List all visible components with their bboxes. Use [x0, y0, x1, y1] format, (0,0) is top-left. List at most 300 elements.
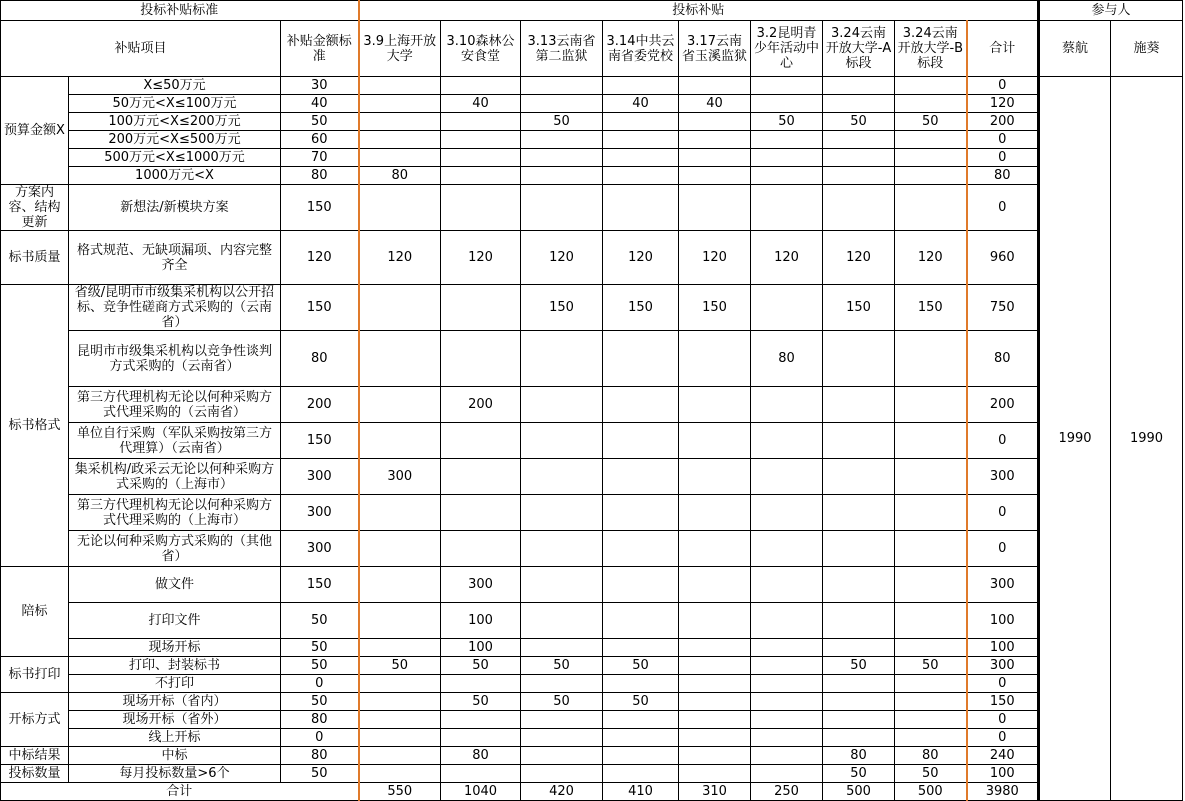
standard-cell: 0 [281, 675, 359, 693]
value-cell [521, 459, 603, 495]
footer-row [1, 783, 1183, 801]
category-cell: 标书打印 [1, 657, 69, 693]
value-cell [679, 729, 751, 747]
value-cell [679, 387, 751, 423]
value-cell [751, 423, 823, 459]
value-cell: 50 [895, 657, 967, 675]
value-cell: 40 [603, 95, 679, 113]
table-row [1, 285, 1183, 331]
value-cell: 80 [895, 747, 967, 765]
value-cell [895, 149, 967, 167]
value-cell [603, 113, 679, 131]
total-cell: 240 [967, 747, 1039, 765]
value-cell: 120 [441, 231, 521, 285]
category-cell: 陪标 [1, 567, 69, 657]
value-cell: 100 [441, 639, 521, 657]
table-row [1, 675, 1183, 693]
value-cell [823, 331, 895, 387]
value-cell [895, 95, 967, 113]
value-cell [823, 495, 895, 531]
total-cell: 200 [967, 387, 1039, 423]
value-cell [895, 185, 967, 231]
standard-cell: 50 [281, 765, 359, 783]
value-cell [895, 729, 967, 747]
value-cell [679, 167, 751, 185]
value-cell [751, 285, 823, 331]
standard-cell: 50 [281, 639, 359, 657]
value-cell [895, 77, 967, 95]
total-cell: 0 [967, 729, 1039, 747]
value-cell [521, 167, 603, 185]
item-cell: 中标 [69, 747, 281, 765]
standard-cell: 0 [281, 729, 359, 747]
value-cell: 50 [603, 693, 679, 711]
table-row [1, 495, 1183, 531]
value-cell [603, 131, 679, 149]
value-cell [751, 387, 823, 423]
total-cell: 300 [967, 459, 1039, 495]
table-row [1, 77, 1183, 95]
value-cell [603, 531, 679, 567]
value-cell [359, 387, 441, 423]
item-cell: 不打印 [69, 675, 281, 693]
value-cell: 100 [441, 603, 521, 639]
item-cell: 打印文件 [69, 603, 281, 639]
item-cell: 单位自行采购（军队采购按第三方代理算）（云南省） [69, 423, 281, 459]
value-cell [359, 185, 441, 231]
total-cell: 300 [967, 657, 1039, 675]
value-cell [359, 567, 441, 603]
footer-value: 500 [823, 783, 895, 801]
total-cell: 80 [967, 331, 1039, 387]
value-cell [895, 131, 967, 149]
value-cell: 150 [895, 285, 967, 331]
header-participant: 施葵 [1111, 21, 1183, 77]
header-item: 补贴项目 [1, 21, 281, 77]
value-cell [603, 423, 679, 459]
header-project: 3.13云南省第二监狱 [521, 21, 603, 77]
value-cell [441, 331, 521, 387]
value-cell [603, 331, 679, 387]
value-cell [895, 603, 967, 639]
value-cell [359, 765, 441, 783]
value-cell [521, 729, 603, 747]
total-cell: 0 [967, 423, 1039, 459]
standard-cell: 300 [281, 459, 359, 495]
total-cell: 0 [967, 131, 1039, 149]
total-cell: 120 [967, 95, 1039, 113]
header-group-subsidy: 投标补贴 [359, 1, 1039, 21]
table-row [1, 693, 1183, 711]
value-cell: 80 [359, 167, 441, 185]
value-cell [441, 149, 521, 167]
table-row [1, 149, 1183, 167]
value-cell [359, 423, 441, 459]
value-cell [823, 675, 895, 693]
table-row [1, 639, 1183, 657]
table-row [1, 747, 1183, 765]
value-cell: 40 [679, 95, 751, 113]
value-cell [751, 149, 823, 167]
item-cell: 现场开标（省内） [69, 693, 281, 711]
value-cell [521, 387, 603, 423]
table-row [1, 113, 1183, 131]
value-cell [603, 711, 679, 729]
value-cell [441, 711, 521, 729]
value-cell [751, 131, 823, 149]
value-cell [895, 423, 967, 459]
header-project: 3.17云南省玉溪监狱 [679, 21, 751, 77]
value-cell [751, 95, 823, 113]
table-row [1, 765, 1183, 783]
header-standard: 补贴金额标准 [281, 21, 359, 77]
table-row [1, 729, 1183, 747]
category-cell: 预算金额X [1, 77, 69, 185]
value-cell [441, 729, 521, 747]
value-cell: 80 [441, 747, 521, 765]
value-cell [895, 459, 967, 495]
value-cell [441, 167, 521, 185]
value-cell [823, 567, 895, 603]
item-cell: 新想法/新模块方案 [69, 185, 281, 231]
category-cell: 标书格式 [1, 285, 69, 567]
footer-value: 310 [679, 783, 751, 801]
value-cell [679, 567, 751, 603]
value-cell [895, 495, 967, 531]
footer-total: 3980 [967, 783, 1039, 801]
value-cell: 50 [521, 693, 603, 711]
value-cell [679, 639, 751, 657]
item-cell: 无论以何种采购方式采购的（其他省） [69, 531, 281, 567]
value-cell [823, 423, 895, 459]
header-group-standard: 投标补贴标准 [1, 1, 359, 21]
standard-cell: 120 [281, 231, 359, 285]
value-cell [603, 495, 679, 531]
item-cell: 省级/昆明市市级集采机构以公开招标、竞争性磋商方式采购的（云南省） [69, 285, 281, 331]
value-cell [679, 495, 751, 531]
value-cell [823, 729, 895, 747]
value-cell [823, 167, 895, 185]
value-cell [521, 675, 603, 693]
value-cell [679, 765, 751, 783]
table-row [1, 387, 1183, 423]
header-group-participants: 参与人 [1039, 1, 1183, 21]
item-cell: 线上开标 [69, 729, 281, 747]
value-cell [751, 657, 823, 675]
table-row [1, 531, 1183, 567]
total-cell: 750 [967, 285, 1039, 331]
value-cell: 50 [359, 657, 441, 675]
participant-total: 1990 [1111, 77, 1183, 801]
value-cell: 80 [823, 747, 895, 765]
value-cell: 300 [359, 459, 441, 495]
value-cell [679, 77, 751, 95]
standard-cell: 40 [281, 95, 359, 113]
value-cell [751, 495, 823, 531]
value-cell: 120 [521, 231, 603, 285]
value-cell [521, 567, 603, 603]
item-cell: 集采机构/政采云无论以何种采购方式采购的（上海市） [69, 459, 281, 495]
value-cell [521, 131, 603, 149]
category-cell: 中标结果 [1, 747, 69, 765]
value-cell [603, 167, 679, 185]
total-cell: 200 [967, 113, 1039, 131]
value-cell [823, 711, 895, 729]
value-cell [359, 675, 441, 693]
standard-cell: 50 [281, 657, 359, 675]
value-cell [679, 149, 751, 167]
value-cell [751, 185, 823, 231]
value-cell [441, 495, 521, 531]
value-cell: 50 [823, 113, 895, 131]
value-cell: 50 [823, 657, 895, 675]
total-cell: 0 [967, 77, 1039, 95]
header-project: 3.24云南开放大学-A标段 [823, 21, 895, 77]
value-cell [751, 747, 823, 765]
table-row [1, 423, 1183, 459]
value-cell [823, 693, 895, 711]
header-project: 3.9上海开放大学 [359, 21, 441, 77]
value-cell: 150 [823, 285, 895, 331]
standard-cell: 30 [281, 77, 359, 95]
value-cell [679, 331, 751, 387]
total-cell: 300 [967, 567, 1039, 603]
value-cell: 50 [603, 657, 679, 675]
total-cell: 0 [967, 495, 1039, 531]
total-cell: 0 [967, 675, 1039, 693]
standard-cell: 80 [281, 747, 359, 765]
value-cell [751, 693, 823, 711]
value-cell: 50 [521, 657, 603, 675]
standard-cell: 50 [281, 693, 359, 711]
value-cell [895, 693, 967, 711]
value-cell [521, 531, 603, 567]
header-participant: 蔡航 [1039, 21, 1111, 77]
value-cell [359, 531, 441, 567]
value-cell: 80 [751, 331, 823, 387]
standard-cell: 200 [281, 387, 359, 423]
total-cell: 150 [967, 693, 1039, 711]
value-cell [823, 185, 895, 231]
value-cell [751, 675, 823, 693]
category-cell: 标书质量 [1, 231, 69, 285]
value-cell: 50 [895, 113, 967, 131]
value-cell [359, 729, 441, 747]
table-row [1, 231, 1183, 285]
total-cell: 960 [967, 231, 1039, 285]
total-cell: 80 [967, 167, 1039, 185]
value-cell [603, 149, 679, 167]
item-cell: 格式规范、无缺项漏项、内容完整齐全 [69, 231, 281, 285]
item-cell: 200万元<X≤500万元 [69, 131, 281, 149]
footer-value: 250 [751, 783, 823, 801]
value-cell [603, 639, 679, 657]
standard-cell: 70 [281, 149, 359, 167]
standard-cell: 80 [281, 711, 359, 729]
value-cell [751, 167, 823, 185]
value-cell [359, 495, 441, 531]
standard-cell: 300 [281, 495, 359, 531]
total-cell: 100 [967, 639, 1039, 657]
value-cell [359, 639, 441, 657]
total-cell: 0 [967, 149, 1039, 167]
value-cell [441, 423, 521, 459]
item-cell: 500万元<X≤1000万元 [69, 149, 281, 167]
value-cell: 120 [823, 231, 895, 285]
value-cell [603, 185, 679, 231]
footer-label: 合计 [1, 783, 359, 801]
value-cell [359, 747, 441, 765]
value-cell [679, 603, 751, 639]
value-cell [359, 285, 441, 331]
table-row [1, 567, 1183, 603]
value-cell [521, 711, 603, 729]
footer-value: 550 [359, 783, 441, 801]
value-cell [441, 459, 521, 495]
value-cell [751, 711, 823, 729]
value-cell [823, 95, 895, 113]
item-cell: 现场开标 [69, 639, 281, 657]
value-cell: 40 [441, 95, 521, 113]
value-cell: 200 [441, 387, 521, 423]
value-cell [521, 765, 603, 783]
value-cell [359, 77, 441, 95]
value-cell: 150 [603, 285, 679, 331]
standard-cell: 150 [281, 423, 359, 459]
header-project: 3.14中共云南省委党校 [603, 21, 679, 77]
value-cell [603, 567, 679, 603]
value-cell [751, 765, 823, 783]
value-cell [895, 531, 967, 567]
table-row [1, 711, 1183, 729]
value-cell [521, 495, 603, 531]
value-cell [895, 639, 967, 657]
value-cell [359, 131, 441, 149]
value-cell [895, 675, 967, 693]
item-cell: 第三方代理机构无论以何种采购方式代理采购的（云南省） [69, 387, 281, 423]
standard-cell: 50 [281, 603, 359, 639]
table-row [1, 459, 1183, 495]
value-cell [441, 675, 521, 693]
value-cell [603, 675, 679, 693]
value-cell [521, 331, 603, 387]
value-cell [441, 531, 521, 567]
value-cell [359, 693, 441, 711]
standard-cell: 150 [281, 285, 359, 331]
value-cell: 150 [521, 285, 603, 331]
standard-cell: 50 [281, 113, 359, 131]
standard-cell: 300 [281, 531, 359, 567]
value-cell [441, 285, 521, 331]
value-cell [441, 131, 521, 149]
standard-cell: 80 [281, 167, 359, 185]
value-cell [359, 711, 441, 729]
standard-cell: 150 [281, 567, 359, 603]
value-cell: 300 [441, 567, 521, 603]
value-cell [521, 603, 603, 639]
item-cell: 1000万元<X [69, 167, 281, 185]
value-cell [823, 387, 895, 423]
value-cell [521, 185, 603, 231]
value-cell: 120 [359, 231, 441, 285]
category-cell: 投标数量 [1, 765, 69, 783]
total-cell: 100 [967, 765, 1039, 783]
value-cell [679, 185, 751, 231]
value-cell [895, 167, 967, 185]
table-row [1, 185, 1183, 231]
item-cell: 打印、封装标书 [69, 657, 281, 675]
header-project: 3.10森林公安食堂 [441, 21, 521, 77]
item-cell: X≤50万元 [69, 77, 281, 95]
value-cell [359, 149, 441, 167]
value-cell [751, 531, 823, 567]
table-row [1, 95, 1183, 113]
value-cell: 120 [751, 231, 823, 285]
value-cell [679, 459, 751, 495]
total-cell: 0 [967, 531, 1039, 567]
value-cell [679, 657, 751, 675]
value-cell [521, 95, 603, 113]
value-cell [751, 729, 823, 747]
value-cell [751, 567, 823, 603]
value-cell [895, 567, 967, 603]
value-cell [603, 747, 679, 765]
item-cell: 每月投标数量>6个 [69, 765, 281, 783]
value-cell [823, 149, 895, 167]
value-cell [679, 675, 751, 693]
item-cell: 100万元<X≤200万元 [69, 113, 281, 131]
value-cell: 50 [521, 113, 603, 131]
value-cell [751, 639, 823, 657]
item-cell: 现场开标（省外） [69, 711, 281, 729]
value-cell: 50 [895, 765, 967, 783]
value-cell [521, 639, 603, 657]
value-cell [521, 747, 603, 765]
total-cell: 100 [967, 603, 1039, 639]
item-cell: 50万元<X≤100万元 [69, 95, 281, 113]
value-cell: 50 [441, 657, 521, 675]
value-cell: 50 [751, 113, 823, 131]
value-cell: 120 [603, 231, 679, 285]
value-cell [603, 603, 679, 639]
footer-value: 410 [603, 783, 679, 801]
footer-value: 1040 [441, 783, 521, 801]
value-cell [823, 531, 895, 567]
value-cell [441, 185, 521, 231]
value-cell [441, 77, 521, 95]
footer-value: 420 [521, 783, 603, 801]
value-cell [441, 113, 521, 131]
value-cell [751, 603, 823, 639]
header-total: 合计 [967, 21, 1039, 77]
value-cell: 50 [441, 693, 521, 711]
table-row [1, 331, 1183, 387]
value-cell [679, 747, 751, 765]
value-cell [521, 77, 603, 95]
value-cell [603, 77, 679, 95]
standard-cell: 60 [281, 131, 359, 149]
table-row [1, 657, 1183, 675]
value-cell: 120 [895, 231, 967, 285]
value-cell [895, 387, 967, 423]
total-cell: 0 [967, 711, 1039, 729]
value-cell [679, 531, 751, 567]
value-cell [751, 77, 823, 95]
value-cell [679, 113, 751, 131]
value-cell [895, 331, 967, 387]
item-cell: 昆明市市级集采机构以竞争性谈判方式采购的（云南省） [69, 331, 281, 387]
header-project: 3.24云南开放大学-B标段 [895, 21, 967, 77]
